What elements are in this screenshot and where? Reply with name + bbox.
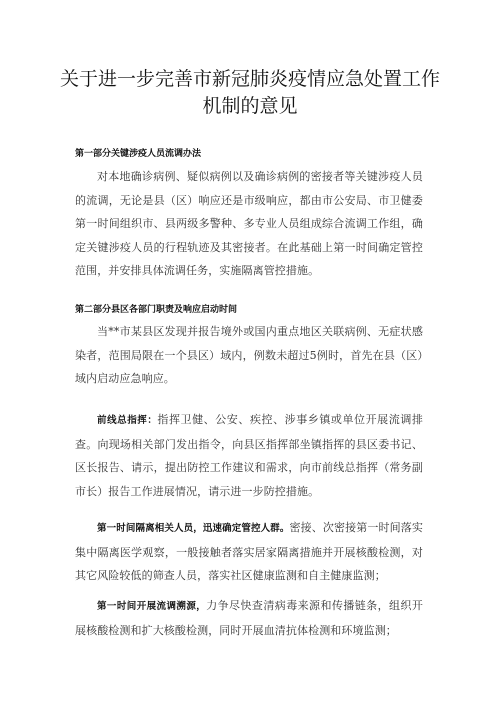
paragraph-part2-response-trigger: 当**市某县区发现并报告境外或国内重点地区关联病例、无症状感染者，范围局限在一个县区）域内，例数未超过5例时，首先在县（区）域内启动应急响应。 <box>75 325 423 385</box>
paragraph-part1-flow-investigation: 对本地确诊病例、疑似病例以及确诊病例的密接者等关键涉疫人员的流调，无论是县（区）响应还是市级响应，都由市公安局、市卫健委第一时间组织市、县两级多警种、多专业人员组成综合流调工作组，确定关键涉疫人员的行程轨迹及其密接者。在此基础上第一时间确定管控范围，并安排具体流调任务，实施隔离管控措施。 <box>75 170 423 277</box>
section-heading-part1: 第一部分关键涉疫人员流调办法 <box>75 149 202 159</box>
isolation-label: 第一时间隔离相关人员，迅速确定管控人群。 <box>97 523 290 534</box>
tracing-text: 力争尽快查清病毒来源和传播链条，组织开展核酸检测和扩大核酸检测，同时开展血清抗体检测和环境监测； <box>75 599 423 637</box>
frontline-commander-text: 指挥卫健、公安、疾控、涉事乡镇或单位开展流调排查。向现场相关部门发出指令，向县区指挥部坐镇指挥的县区委书记、区长报告、请示，提出防控工作建议和需求，向市前线总指挥（常务副市长）报告工作进展情况，请示进一步防控措施。 <box>75 413 423 498</box>
isolation-text: 密接、次密接第一时间落实集中隔离医学观察，一般接触者落实居家隔离措施并开展核酸检测，对其它风险较低的筛查人员，落实社区健康监测和自主健康监测； <box>75 521 423 582</box>
paragraph-part2-frontline-commander <box>75 408 423 503</box>
section-heading-part2: 第二部分县区各部门职责及响应启动时间 <box>75 305 238 315</box>
paragraph-part2-isolation <box>75 516 423 588</box>
paragraph-part2-tracing <box>75 594 423 642</box>
frontline-commander-label: 前线总指挥： <box>97 415 158 426</box>
document-title: 关于进一步完善市新冠肺炎疫情应急处置工作机制的意见 <box>60 68 441 117</box>
tracing-label: 第一时间开展流调溯源， <box>97 601 207 612</box>
